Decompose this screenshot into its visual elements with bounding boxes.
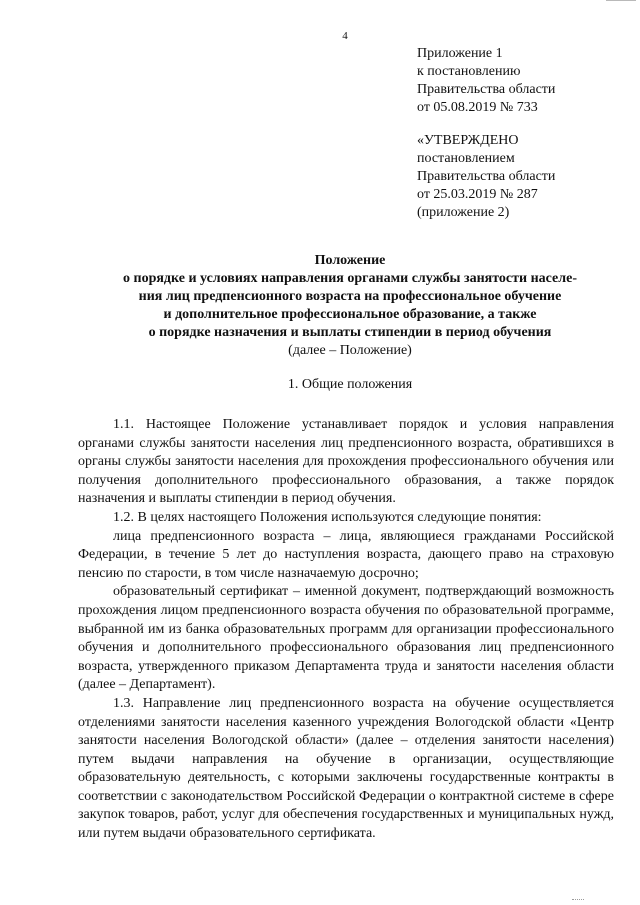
paragraph: 1.2. В целях настоящего Положения используются следующие понятия: xyxy=(113,509,542,525)
title-heading: Положение xyxy=(314,253,386,268)
scan-edge-mark xyxy=(606,0,636,5)
approved-line: постановлением xyxy=(417,151,515,166)
title-line: и дополнительное профессиональное образование, а также xyxy=(163,307,537,322)
title-line: о порядке назначения и выплаты стипендии в период обучения xyxy=(148,325,552,340)
approved-line: (приложение 2) xyxy=(417,205,510,220)
approved-line: «УТВЕРЖДЕНО xyxy=(417,133,519,148)
paragraph: лица предпенсионного возраста – лица, являющиеся гражданами Российской Федерации, в течение 5 лет до наступления возраста, дающего право на страховую пенсию по старости, в том числе назначаемую досрочно; xyxy=(78,528,614,581)
title-note: (далее – Положение) xyxy=(288,343,412,358)
section-body xyxy=(78,416,614,844)
paragraph: 1.3. Направление лиц предпенсионного возраста на обучение осуществляется отделениями занятости населения казенного учреждения Вологодской области «Центр занятости населения Вологодской области» (далее – отделения занятости населения) путем выдачи направления на обучение в организации, осуществляющие образовательную деятельность, с которыми заключены государственные контракты в соответствии с законодательством Российской Федерации о контрактной системе в сфере закупок товаров, работ, услуг для обеспечения государственных и муниципальных нужд, или путем выдачи образовательного сертификата. xyxy=(78,695,614,842)
section-heading: 1. Общие положения xyxy=(287,377,413,392)
approved-line: Правительства области xyxy=(417,169,556,184)
appendix-line: Правительства области xyxy=(417,82,556,97)
appendix-line: Приложение 1 xyxy=(417,46,503,61)
page-number: 4 xyxy=(342,30,348,42)
approval-stamp-block xyxy=(417,132,627,222)
title-line: о порядке и условиях направления органами службы занятости населе- xyxy=(123,271,577,286)
appendix-block xyxy=(417,45,627,117)
paragraph: 1.1. Настоящее Положение устанавливает порядок и условия направления органами службы занятости населения лиц предпенсионного возраста, обратившихся в органы службы занятости населения для прохождения профессионального обучения или получения дополнительного профессионального образования, а также порядок назначения и выплаты стипендии в период обучения. xyxy=(78,417,614,507)
document-title xyxy=(80,252,620,360)
paragraph: образовательный сертификат – именной документ, подтверждающий возможность прохождения лицом предпенсионного возраста обучения по образовательной программе, выбранной им из банка образовательных программ для организации профессионального обучения и дополнительного профессионального образования лиц предпенсионного возраста, утвержденного приказом Департамента труда и занятости населения области (далее – Департамент). xyxy=(78,584,614,693)
approved-line: от 25.03.2019 № 287 xyxy=(417,187,538,202)
appendix-line: к постановлению xyxy=(417,64,521,79)
appendix-line: от 05.08.2019 № 733 xyxy=(417,100,538,115)
title-line: ния лиц предпенсионного возраста на профессиональное обучение xyxy=(138,289,562,304)
scan-edge-mark xyxy=(572,899,584,901)
